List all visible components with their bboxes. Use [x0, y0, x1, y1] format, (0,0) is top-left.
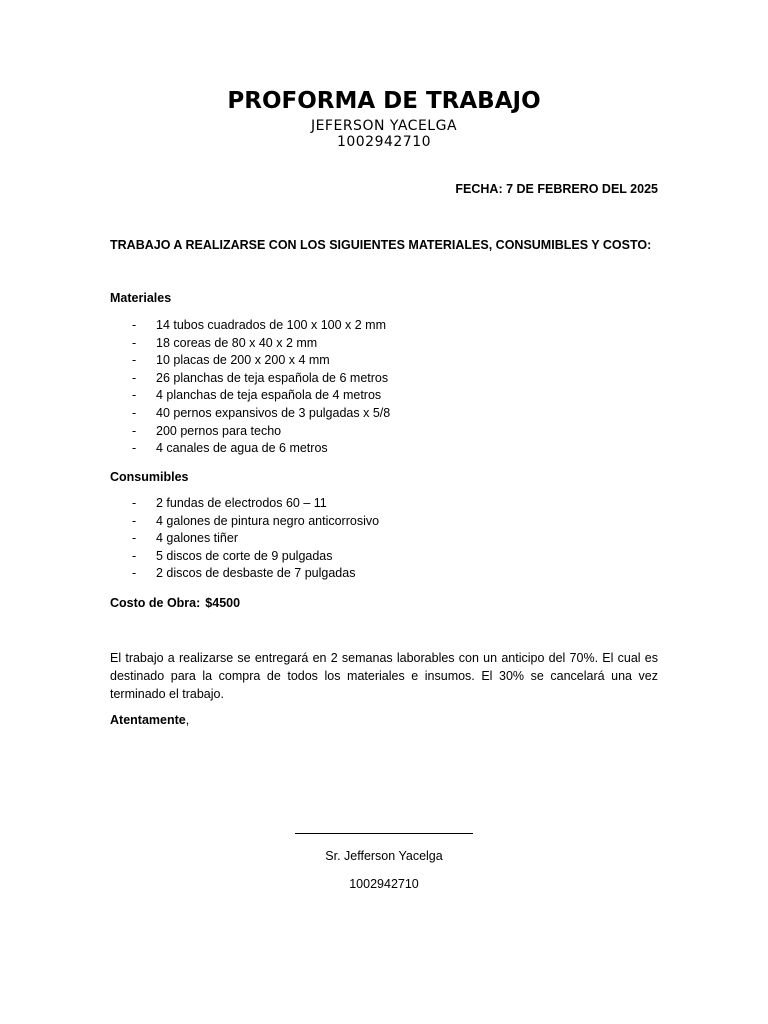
- cost-value: $4500: [205, 596, 241, 610]
- signature-line: [295, 833, 473, 834]
- material-item: 14 tubos cuadrados de 100 x 100 x 2 mm: [156, 318, 387, 332]
- bullet-dash: -: [132, 441, 137, 456]
- material-item: 200 pernos para techo: [156, 423, 282, 438]
- consumables-heading: Consumibles: [110, 470, 189, 484]
- intro-heading: TRABAJO A REALIZARSE CON LOS SIGUIENTES MATERIALES, CONSUMIBLES Y COSTO:: [110, 238, 652, 252]
- bullet-dash: -: [132, 353, 137, 368]
- bullet-dash: -: [132, 531, 137, 546]
- material-item: 4 canales de agua de 6 metros: [156, 441, 328, 456]
- material-item: 18 coreas de 80 x 40 x 2 mm: [156, 335, 318, 350]
- material-item: 4 planchas de teja española de 4 metros: [156, 388, 382, 403]
- bullet-dash: -: [132, 423, 137, 438]
- cost-line: [110, 595, 245, 611]
- cost-label: Costo de Obra:: [110, 596, 201, 610]
- material-item: 40 pernos expansivos de 3 pulgadas x 5/8: [156, 405, 391, 420]
- bullet-dash: -: [132, 318, 137, 332]
- bullet-dash: -: [132, 370, 137, 385]
- signature-id: 1002942710: [349, 877, 419, 891]
- bullet-dash: -: [132, 405, 137, 420]
- bullet-dash: -: [132, 548, 137, 563]
- bullet-dash: -: [132, 513, 137, 528]
- consumable-item: 4 galones tiñer: [156, 531, 239, 546]
- material-item: 10 placas de 200 x 200 x 4 mm: [156, 353, 330, 368]
- materials-heading: Materiales: [110, 291, 172, 305]
- document-title: PROFORMA DE TRABAJO: [227, 88, 541, 114]
- delivery-paragraph: El trabajo a realizarse se entregará en 2 semanas laborables con un anticipo del 70%. El cual es destinado para la compra de todos los materiales e insumos. El 30% se cancelará una vez terminado el trabajo.: [110, 651, 658, 701]
- signature-name: Sr. Jefferson Yacelga: [325, 849, 443, 863]
- bullet-dash: -: [132, 566, 137, 581]
- material-item: 26 planchas de teja española de 6 metros: [156, 370, 389, 385]
- bullet-dash: -: [132, 496, 137, 510]
- document-date: FECHA: 7 DE FEBRERO DEL 2025: [455, 182, 658, 196]
- bullet-dash: -: [132, 335, 137, 350]
- closing-punct: ,: [185, 713, 190, 727]
- consumable-item: 2 fundas de electrodos 60 – 11: [156, 496, 327, 510]
- consumable-item: 5 discos de corte de 9 pulgadas: [156, 548, 333, 563]
- bullet-dash: -: [132, 388, 137, 403]
- closing-line: [110, 712, 189, 728]
- closing-word: Atentamente: [110, 713, 186, 727]
- issuer-id: 1002942710: [336, 134, 432, 150]
- issuer-name: JEFERSON YACELGA: [310, 118, 458, 134]
- consumable-item: 2 discos de desbaste de 7 pulgadas: [156, 566, 356, 581]
- consumable-item: 4 galones de pintura negro anticorrosivo: [156, 513, 380, 528]
